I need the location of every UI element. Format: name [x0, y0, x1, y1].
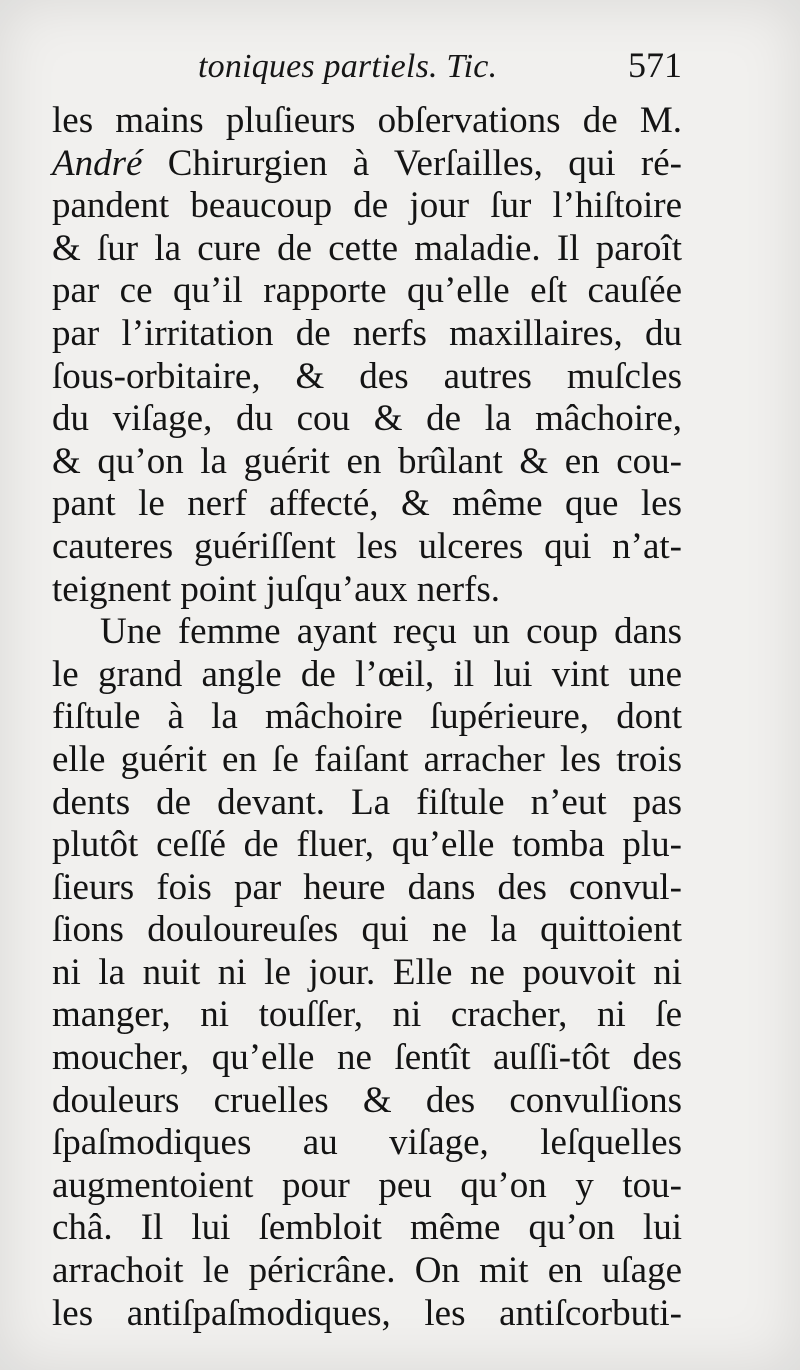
- text-line: les antiſpaſmodiques, les antiſcorbuti-: [52, 1292, 682, 1334]
- text-line: châ. Il lui ſembloit même qu’on lui: [52, 1207, 682, 1249]
- text-line: teignent point juſqu’aux nerfs.: [52, 568, 501, 610]
- text-line: par l’irritation de nerfs maxillaires, du: [52, 312, 682, 354]
- text-line: par ce qu’il rapporte qu’elle eſt cauſée: [52, 270, 682, 312]
- text-line: fiſtule à la mâchoire ſupérieure, dont: [52, 696, 682, 738]
- text-line: augmentoient pour peu qu’on y tou-: [52, 1164, 682, 1206]
- text-line: ſous-orbitaire, & des autres muſcles: [52, 355, 682, 397]
- italic-name: André: [52, 142, 143, 184]
- text-line: ſieurs fois par heure dans des convul-: [52, 866, 682, 908]
- page-header: [52, 46, 682, 98]
- page-number: 571: [628, 45, 682, 85]
- text-line: plutôt ceſſé de fluer, qu’elle tomba plu-: [52, 824, 682, 866]
- text-line: manger, ni touſſer, ni cracher, ni ſe: [52, 994, 682, 1036]
- text-line: arrachoit le péricrâne. On mit en uſage: [52, 1250, 682, 1292]
- text-line: ni la nuit ni le jour. Elle ne pouvoit ni: [52, 951, 682, 993]
- text-line: pandent beaucoup de jour ſur l’hiſtoire: [52, 185, 682, 227]
- body-text: [52, 100, 682, 1335]
- text-line: elle guérit en ſe faiſant arracher les trois: [52, 738, 682, 780]
- text-line: Une femme ayant reçu un coup dans: [100, 611, 682, 653]
- text-line: du viſage, du cou & de la mâchoire,: [52, 398, 682, 440]
- line-rest: Chirurgien à Verſailles, qui ré-: [142, 142, 682, 184]
- text-line: cauteres guériſſent les ulceres qui n’at-: [52, 525, 682, 567]
- text-line: dents de devant. La fiſtule n’eut pas: [52, 781, 682, 823]
- text-line: ſpaſmodiques au viſage, leſquelles: [52, 1122, 682, 1164]
- running-head: toniques partiels. Tic.: [198, 48, 498, 85]
- text-line: les mains pluſieurs obſervations de M.: [52, 100, 682, 141]
- text-line: ſions douloureuſes qui ne la quittoient: [52, 909, 682, 951]
- text-line: pant le nerf affecté, & même que les: [52, 483, 682, 525]
- text-line: moucher, qu’elle ne ſentît auſſi-tôt des: [52, 1037, 682, 1079]
- text-line: douleurs cruelles & des convulſions: [52, 1079, 682, 1121]
- text-line: & ſur la cure de cette maladie. Il paroît: [52, 227, 682, 269]
- text-line: le grand angle de l’œil, il lui vint une: [52, 653, 682, 695]
- text-line: & qu’on la guérit en brûlant & en cou-: [52, 440, 682, 482]
- text-line: [52, 143, 682, 186]
